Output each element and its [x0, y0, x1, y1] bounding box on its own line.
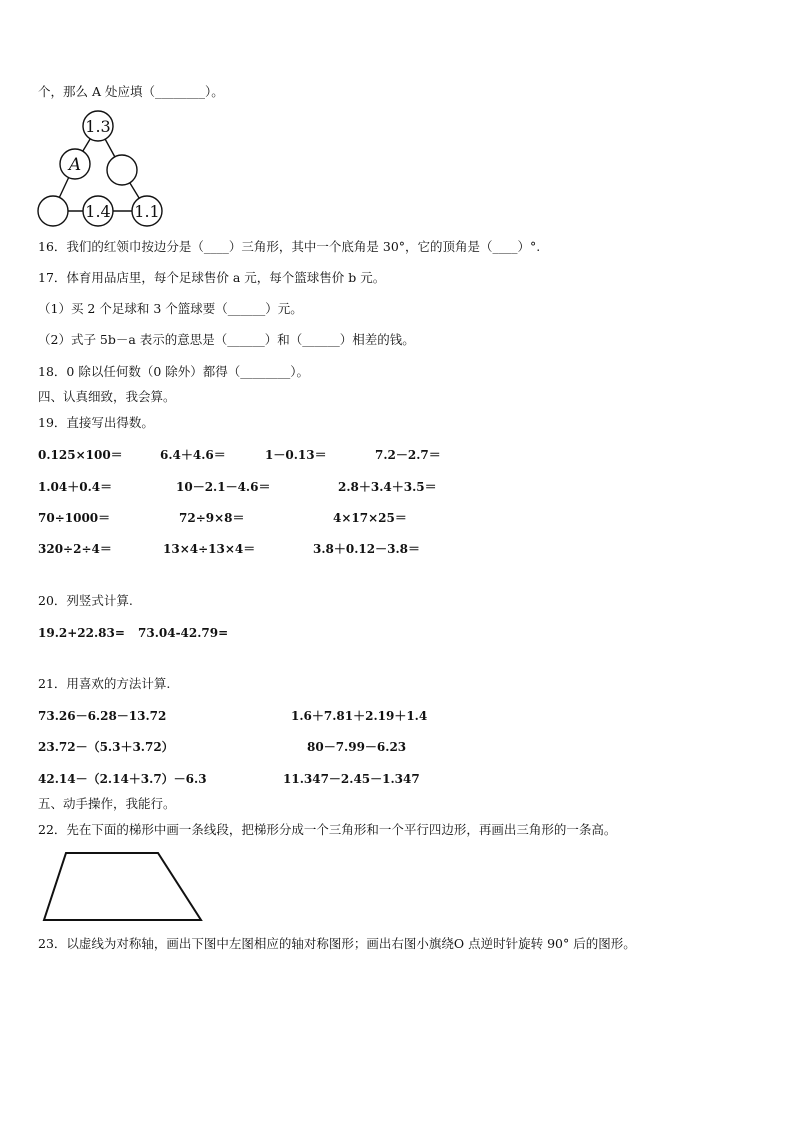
node-left-label: A: [68, 155, 82, 175]
q19-item: 320÷2÷4＝: [38, 542, 112, 556]
q15-tail-text: 个，那么 A 处应填（________）。: [38, 84, 224, 99]
section-4-heading: 四、认真细致，我会算。: [38, 389, 176, 404]
q17-part1-text: （1）买 2 个足球和 3 个篮球要（______）元。: [38, 301, 303, 316]
q19-item: 3.8＋0.12－3.8＝: [313, 542, 420, 556]
q22-text: 22．先在下面的梯形中画一条线段，把梯形分成一个三角形和一个平行四边形，再画出三角形的一条高。: [38, 822, 617, 837]
section-5-heading: 五、动手操作，我能行。: [38, 796, 176, 811]
q21-item: 11.347－2.45－1.347: [283, 772, 420, 786]
node-bottom-right-label: 1.1: [134, 202, 160, 221]
q19-item: 2.8＋3.4＋3.5＝: [338, 480, 437, 494]
node-bottom-middle-label: 1.4: [85, 202, 111, 221]
q20-text: 20．列竖式计算.: [38, 593, 133, 608]
trapezoid-figure: [40, 850, 206, 924]
node-bottom-left-empty: [38, 196, 68, 226]
q19-item: 1.04＋0.4＝: [38, 480, 113, 494]
q20-item: 73.04-42.79=: [138, 626, 229, 640]
q19-item: 1－0.13＝: [265, 448, 327, 462]
q19-item: 0.125×100＝: [38, 448, 123, 462]
q19-item: 4×17×25＝: [333, 511, 407, 525]
q19-text: 19．直接写出得数。: [38, 415, 154, 430]
q23-text: 23．以虚线为对称轴，画出下图中左图相应的轴对称图形；画出右图小旗绕O 点逆时针旋转 90° 后的图形。: [38, 936, 636, 951]
q21-item: 80－7.99－6.23: [307, 740, 407, 754]
q19-item: 10－2.1－4.6＝: [176, 480, 271, 494]
q19-item: 70÷1000＝: [38, 511, 111, 525]
q20-item: 19.2+22.83=: [38, 626, 125, 640]
q19-item: 7.2－2.7＝: [375, 448, 441, 462]
q16-text: 16．我们的红领巾按边分是（____）三角形，其中一个底角是 30°，它的顶角是（____）°.: [38, 239, 541, 254]
q21-item: 42.14－（2.14＋3.7）－6.3: [38, 772, 207, 786]
q18-text: 18．0 除以任何数（0 除外）都得（________）。: [38, 364, 310, 379]
q17-part2-text: （2）式子 5b－a 表示的意思是（______）和（______）相差的钱。: [38, 332, 415, 347]
node-top-label: 1.3: [85, 117, 111, 136]
node-right-empty: [107, 155, 137, 185]
q19-item: 13×4÷13×4＝: [163, 542, 256, 556]
q21-item: 23.72－（5.3＋3.72）: [38, 740, 174, 754]
q21-item: 73.26－6.28－13.72: [38, 709, 167, 723]
q17-text: 17．体育用品店里，每个足球售价 a 元，每个篮球售价 b 元。: [38, 270, 386, 285]
q21-item: 1.6＋7.81＋2.19＋1.4: [291, 709, 428, 723]
q19-item: 72÷9×8＝: [179, 511, 245, 525]
q19-item: 6.4＋4.6＝: [160, 448, 226, 462]
q21-text: 21．用喜欢的方法计算.: [38, 676, 171, 691]
number-triangle-diagram: [34, 110, 166, 228]
